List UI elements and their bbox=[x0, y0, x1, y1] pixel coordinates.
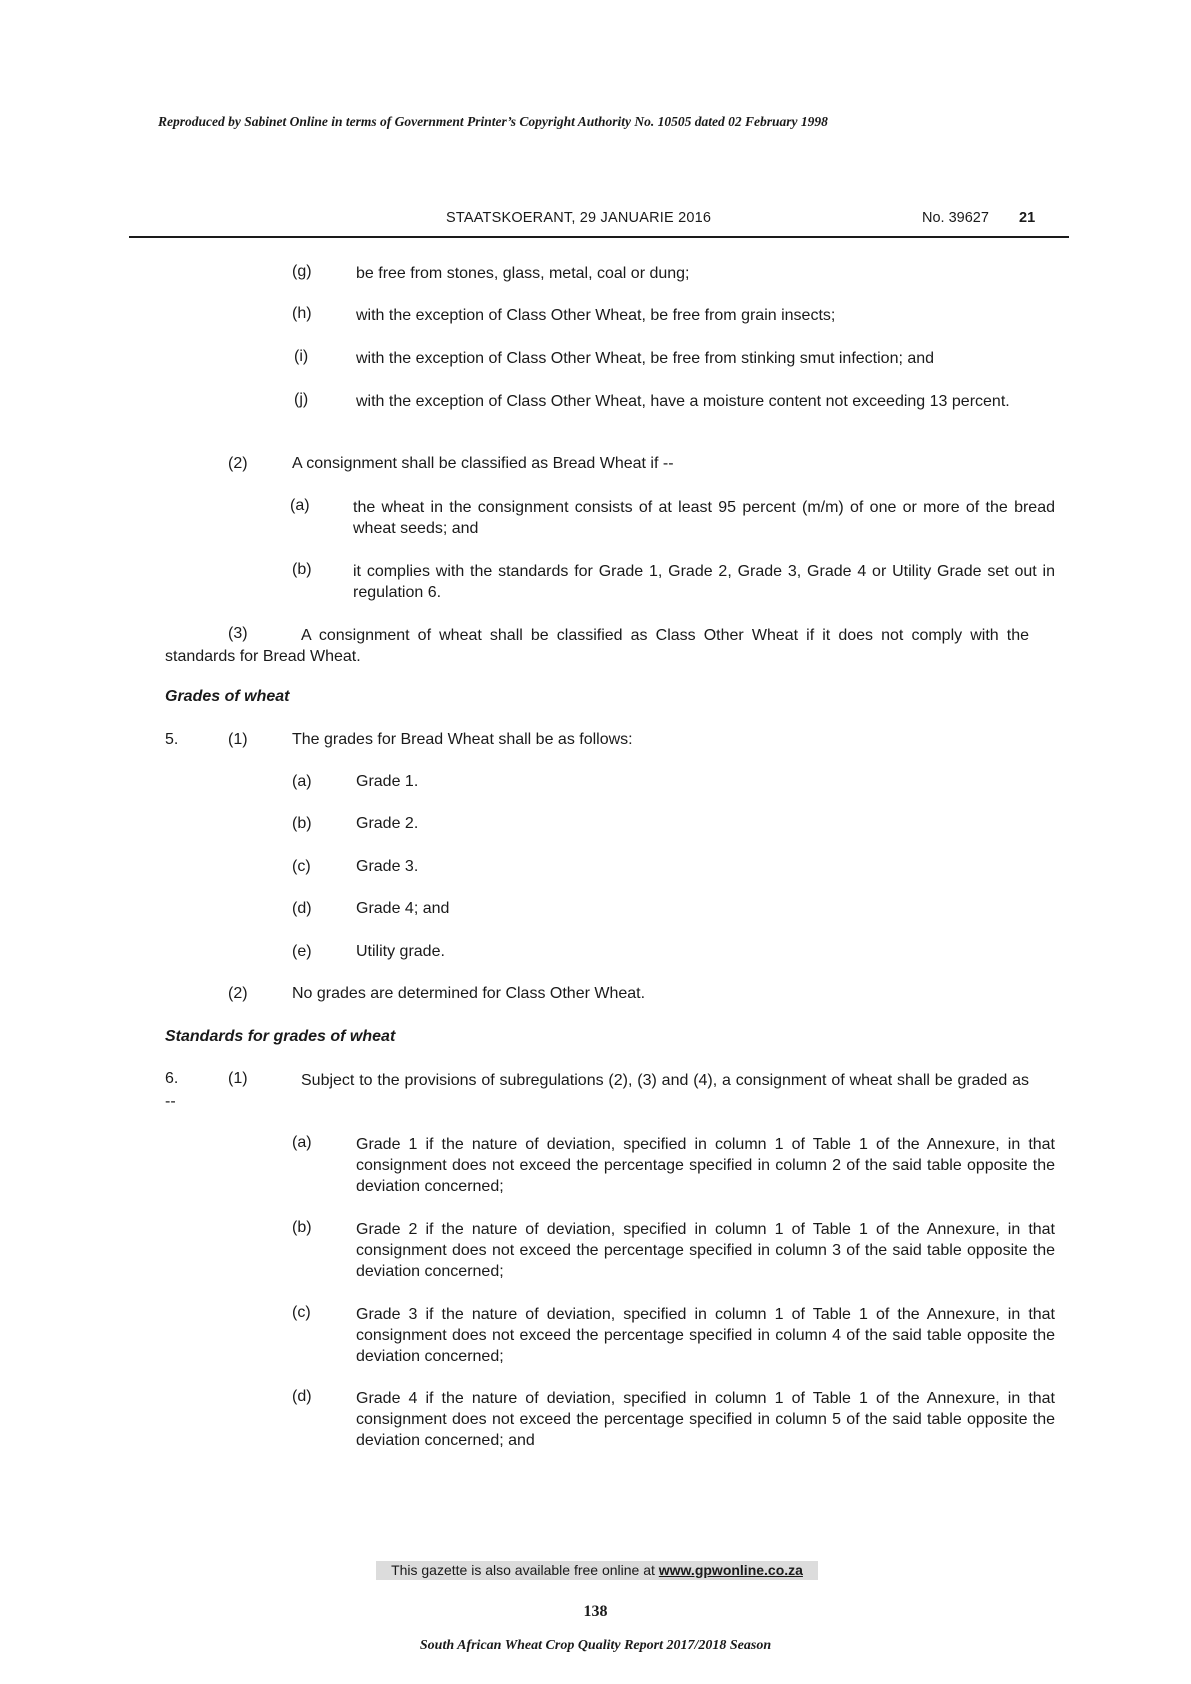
report-page-number: 138 bbox=[583, 1603, 608, 1620]
section6-number: 6. bbox=[165, 1070, 179, 1087]
standard-item-text: Grade 1 if the nature of deviation, specified in column 1 of Table 1 of the Annexure, in that consignment does not exceed the percentage specified in column 2 of the said table opposite the deviation concerned; bbox=[356, 1136, 1055, 1195]
standard-item-text: Grade 2 if the nature of deviation, specified in column 1 of Table 1 of the Annexure, in that consignment does not exceed the percentage specified in column 3 of the said table opposite the deviation concerned; bbox=[356, 1221, 1055, 1280]
item-g-label: (g) bbox=[292, 263, 312, 280]
reg4-3-paragraph bbox=[165, 625, 1029, 667]
online-availability-text: This gazette is also available free online at bbox=[391, 1562, 659, 1578]
reg4-2-b-label: (b) bbox=[292, 561, 312, 578]
grade-item-text: Grade 1. bbox=[356, 773, 419, 790]
grade-item-text: Grade 3. bbox=[356, 858, 419, 875]
item-j-label: (j) bbox=[294, 391, 309, 408]
section5-heading: Grades of wheat bbox=[165, 688, 290, 705]
section6-sub1-label: (1) bbox=[228, 1070, 248, 1087]
gazette-title: STAATSKOERANT, 29 JANUARIE 2016 bbox=[446, 210, 712, 226]
grade-item-text: Grade 4; and bbox=[356, 900, 450, 917]
section5-number: 5. bbox=[165, 731, 179, 748]
header-rule bbox=[129, 236, 1069, 238]
section6-sub1-paragraph bbox=[165, 1070, 1029, 1112]
section5-sub2-text: No grades are determined for Class Other Wheat. bbox=[292, 985, 646, 1002]
reg4-2-label: (2) bbox=[228, 455, 248, 472]
standard-item-label: (c) bbox=[292, 1304, 311, 1321]
grade-item-text: Utility grade. bbox=[356, 943, 445, 960]
report-title: South African Wheat Crop Quality Report 2017/2018 Season bbox=[419, 1638, 772, 1653]
reproduction-note: Reproduced by Sabinet Online in terms of Government Printer’s Copyright Authority No. 10505 dated 02 February 1998 bbox=[158, 114, 828, 129]
standard-item-text: Grade 3 if the nature of deviation, specified in column 1 of Table 1 of the Annexure, in that consignment does not exceed the percentage specified in column 4 of the said table opposite the deviation concerned; bbox=[356, 1306, 1055, 1365]
grade-item-label: (b) bbox=[292, 815, 312, 832]
grade-item-label: (e) bbox=[292, 943, 312, 960]
grade-item-label: (c) bbox=[292, 858, 311, 875]
grade-item-text: Grade 2. bbox=[356, 815, 419, 832]
item-h-label: (h) bbox=[292, 305, 312, 322]
item-h-text: with the exception of Class Other Wheat, be free from grain insects; bbox=[356, 307, 836, 324]
reg4-2-a-text: the wheat in the consignment consists of at least 95 percent (m/m) of one or more of the bread wheat seeds; and bbox=[353, 499, 1055, 537]
reg4-3-text: A consignment of wheat shall be classified as Class Other Wheat if it does not comply with the standards for Bread Wheat. bbox=[165, 627, 1029, 665]
standard-item-label: (b) bbox=[292, 1219, 312, 1236]
section6-sub1-text: Subject to the provisions of subregulations (2), (3) and (4), a consignment of wheat shall be graded as -- bbox=[165, 1072, 1029, 1110]
gazette-number: No. 39627 bbox=[922, 210, 989, 226]
section5-sub1-label: (1) bbox=[228, 731, 248, 748]
item-i-text: with the exception of Class Other Wheat, be free from stinking smut infection; and bbox=[356, 350, 935, 367]
reg4-3-label: (3) bbox=[228, 625, 248, 642]
standard-item-label: (a) bbox=[292, 1134, 312, 1151]
standard-item-label: (d) bbox=[292, 1388, 312, 1405]
grade-item-label: (d) bbox=[292, 900, 312, 917]
section6-heading: Standards for grades of wheat bbox=[165, 1028, 396, 1045]
grade-item-label: (a) bbox=[292, 773, 312, 790]
item-j-text: with the exception of Class Other Wheat, have a moisture content not exceeding 13 percent. bbox=[356, 393, 1010, 410]
section5-sub1-text: The grades for Bread Wheat shall be as follows: bbox=[292, 731, 633, 748]
gazette-page-number: 21 bbox=[1019, 210, 1036, 226]
reg4-2-b-text: it complies with the standards for Grade 1, Grade 2, Grade 3, Grade 4 or Utility Grade set out in regulation 6. bbox=[353, 563, 1055, 601]
gpwonline-link[interactable]: www.gpwonline.co.za bbox=[658, 1562, 803, 1578]
item-g-text: be free from stones, glass, metal, coal or dung; bbox=[356, 265, 690, 282]
reg4-2-a-label: (a) bbox=[290, 497, 310, 514]
item-i-label: (i) bbox=[294, 348, 309, 365]
section5-sub2-label: (2) bbox=[228, 985, 248, 1002]
standard-item-text: Grade 4 if the nature of deviation, specified in column 1 of Table 1 of the Annexure, in that consignment does not exceed the percentage specified in column 5 of the said table opposite the deviation concerned; and bbox=[356, 1390, 1055, 1449]
online-availability-banner bbox=[376, 1561, 818, 1580]
reg4-2-text: A consignment shall be classified as Bread Wheat if -- bbox=[292, 455, 674, 472]
